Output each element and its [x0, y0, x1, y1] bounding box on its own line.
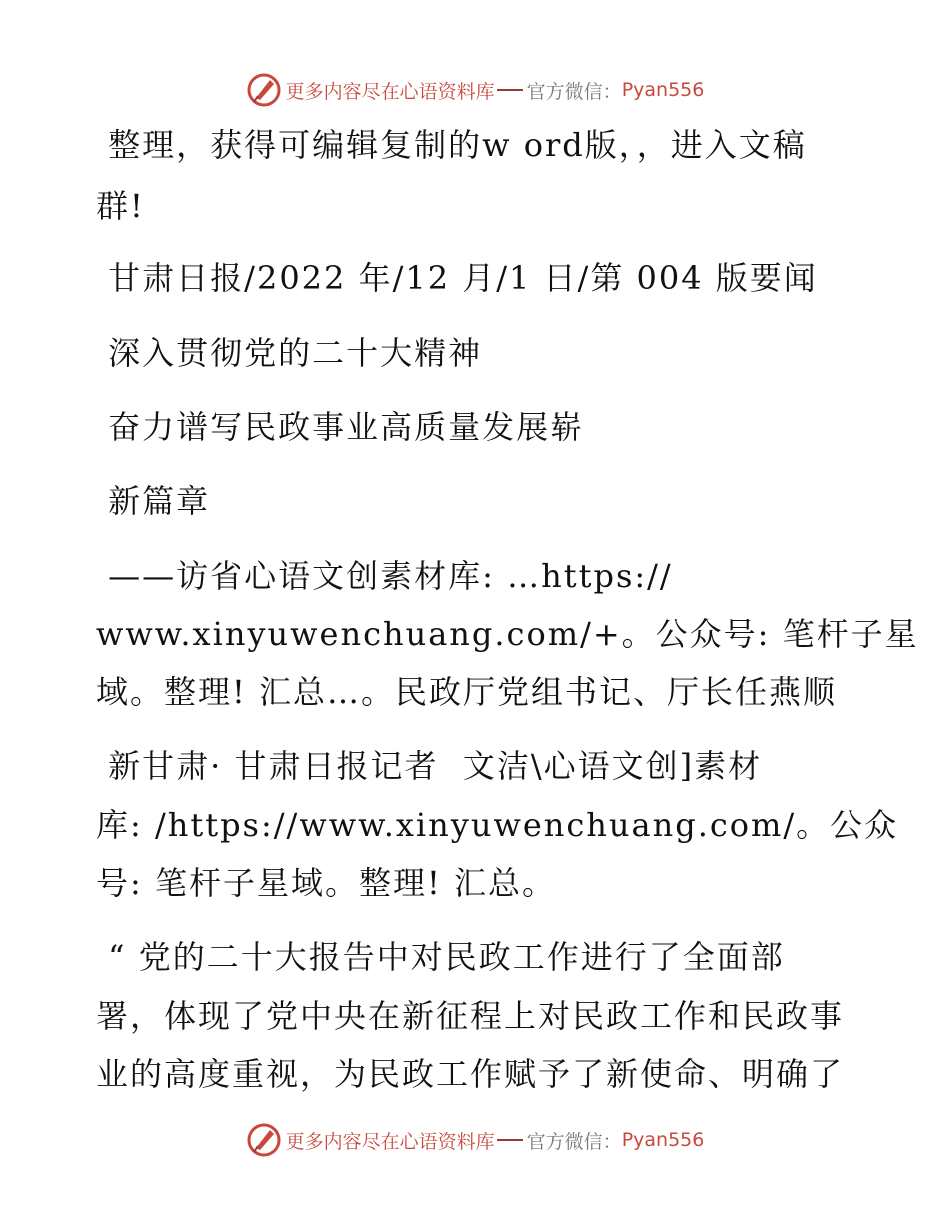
watermark-label: 官方微信： — [526, 1130, 622, 1153]
text-line: 库: /https://www.xinyuwenchuang.com/。公众 — [96, 806, 899, 844]
watermark-divider — [497, 1139, 523, 1141]
text-line: 域。整理! 汇总…。民政厅党组书记、厅长任燕顺 — [96, 673, 838, 711]
text-line: 业的高度重视，为民政工作赋予了新使命、明确了 — [96, 1055, 845, 1093]
quill-pen-icon — [246, 72, 282, 108]
watermark-footer — [0, 1120, 950, 1160]
text-line: www.xinyuwenchuang.com/+。公众号: 笔杆子星 — [96, 615, 919, 653]
text-line: 号: 笔杆子星域。整理! 汇总。 — [96, 864, 556, 902]
text-line: ——访省心语文创素材库: …https:// — [96, 557, 673, 595]
text-line: 新篇章 — [96, 482, 211, 520]
text-line: 奋力谱写民政事业高质量发展崭 — [96, 408, 585, 446]
watermark-id: Pyan556 — [621, 79, 705, 101]
text-line: 群! — [96, 187, 145, 225]
text-line: 整理，获得可编辑复制的w ord版，，进入文稿 — [96, 126, 807, 164]
watermark-title: 更多内容尽在心语资料库 — [285, 1130, 495, 1153]
text-line: “ 党的二十大报告中对民政工作进行了全面部 — [96, 938, 785, 976]
text-line: 署，体现了党中央在新征程上对民政工作和民政事 — [96, 997, 845, 1035]
text-line: 甘肃日报/2022 年/12 月/1 日/第 004 版要闻 — [96, 259, 818, 297]
text-line: 新甘肃· 甘肃日报记者 文洁\心语文创]素材 — [96, 747, 763, 785]
watermark-header — [0, 70, 950, 110]
watermark-divider — [497, 89, 523, 91]
quill-pen-icon — [246, 1122, 282, 1158]
watermark-label: 官方微信： — [526, 80, 622, 103]
text-line: 深入贯彻党的二十大精神 — [96, 334, 483, 372]
watermark-title: 更多内容尽在心语资料库 — [285, 80, 495, 103]
watermark-id: Pyan556 — [621, 1129, 705, 1151]
